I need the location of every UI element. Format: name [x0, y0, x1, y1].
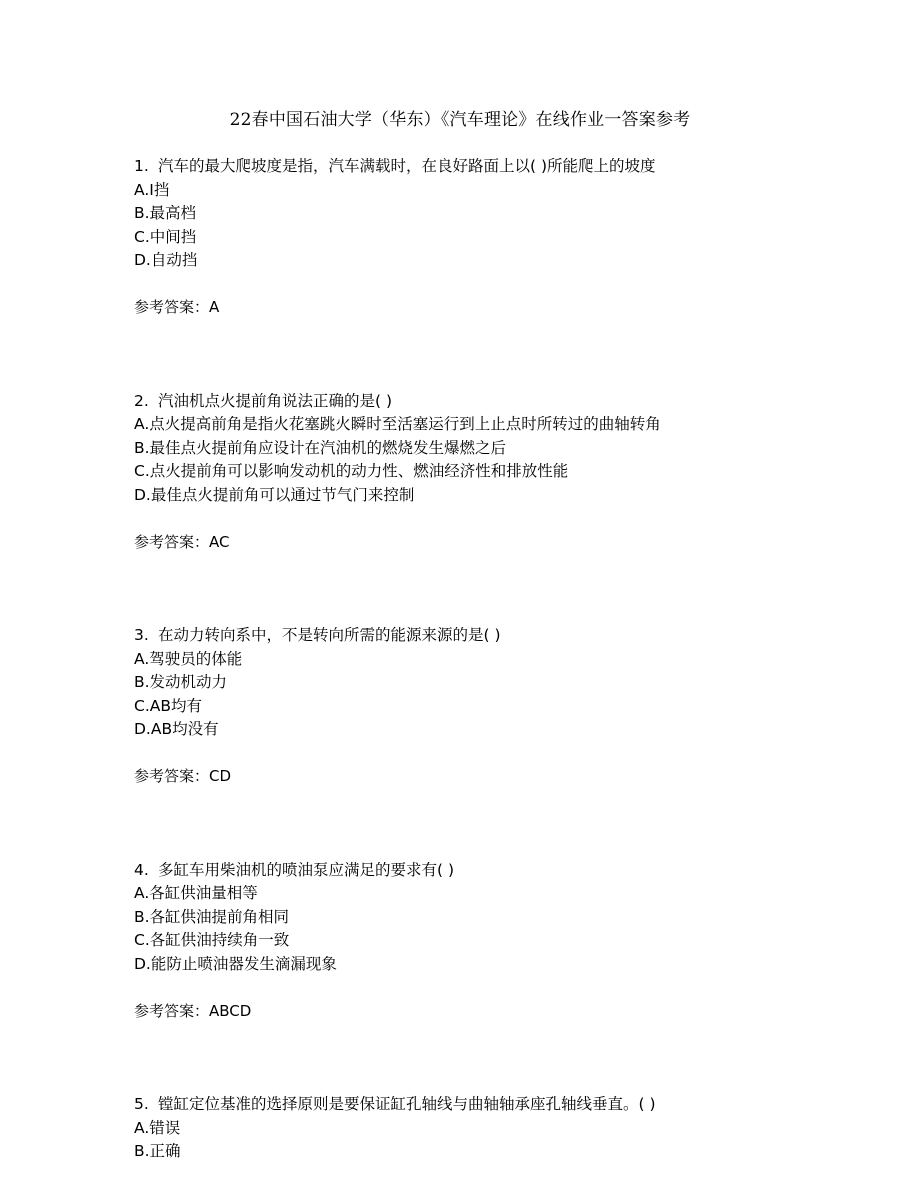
- question-number: 3.: [134, 626, 149, 644]
- question-4: [134, 859, 784, 1024]
- answer-label: 参考答案：: [134, 532, 210, 551]
- question-stem: [134, 624, 784, 648]
- answer-line: [134, 765, 784, 789]
- option-d: D.最佳点火提前角可以通过节气门来控制: [134, 485, 415, 504]
- question-stem: [134, 859, 784, 883]
- option-c: C.点火提前角可以影响发动机的动力性、燃油经济性和排放性能: [134, 462, 569, 480]
- answer-label: 参考答案：: [134, 298, 210, 316]
- answer-label: 参考答案：: [134, 767, 210, 785]
- question-number: 1.: [134, 157, 149, 175]
- option-a: A.Ⅰ挡: [134, 180, 170, 199]
- question-text: 多缸车用柴油机的喷油泵应满足的要求有( ): [158, 860, 455, 879]
- option-b: B.最高档: [134, 204, 197, 222]
- option-d: D.自动挡: [134, 251, 198, 269]
- question-list: [134, 155, 784, 1164]
- option-a: A.驾驶员的体能: [134, 649, 243, 668]
- option-d: D.AB均没有: [134, 720, 219, 738]
- option-b: B.最佳点火提前角应设计在汽油机的燃烧发生爆燃之后: [134, 438, 507, 457]
- question-number: 5.: [134, 1095, 149, 1113]
- option-a: A.各缸供油量相等: [134, 884, 258, 902]
- question-text: 在动力转向系中，不是转向所需的能源来源的是( ): [158, 626, 501, 644]
- question-number: 2.: [134, 391, 149, 410]
- question-text: 汽油机点火提前角说法正确的是( ): [158, 391, 393, 410]
- question-text: 汽车的最大爬坡度是指，汽车满载时，在良好路面上以( )所能爬上的坡度: [158, 157, 656, 175]
- option-c: C.各缸供油持续角一致: [134, 931, 290, 949]
- question-stem: [134, 1093, 784, 1117]
- question-1: [134, 155, 784, 320]
- option-a: A.点火提高前角是指火花塞跳火瞬时至活塞运行到上止点时所转过的曲轴转角: [134, 415, 661, 433]
- answer-value: A: [209, 298, 220, 316]
- answer-value: AC: [209, 532, 230, 551]
- answer-line: [134, 1000, 784, 1024]
- option-c: C.AB均有: [134, 696, 202, 715]
- question-3: [134, 624, 784, 789]
- question-5: [134, 1093, 784, 1164]
- answer-label: 参考答案：: [134, 1001, 210, 1020]
- answer-value: ABCD: [209, 1001, 252, 1020]
- question-2: [134, 390, 784, 555]
- question-number: 4.: [134, 860, 149, 879]
- question-text: 镗缸定位基准的选择原则是要保证缸孔轴线与曲轴轴承座孔轴线垂直。( ): [158, 1095, 656, 1113]
- option-b: B.正确: [134, 1142, 181, 1160]
- option-b: B.发动机动力: [134, 673, 228, 691]
- option-c: C.中间挡: [134, 227, 197, 246]
- question-stem: [134, 390, 784, 414]
- option-b: B.各缸供油提前角相同: [134, 907, 290, 926]
- answer-line: [134, 296, 784, 320]
- document-title: 22春中国石油大学（华东）《汽车理论》在线作业一答案参考: [229, 110, 691, 130]
- answer-line: [134, 531, 784, 555]
- option-a: A.错误: [134, 1118, 181, 1137]
- question-stem: [134, 155, 784, 179]
- answer-value: CD: [209, 767, 232, 785]
- option-d: D.能防止喷油器发生滴漏现象: [134, 954, 337, 973]
